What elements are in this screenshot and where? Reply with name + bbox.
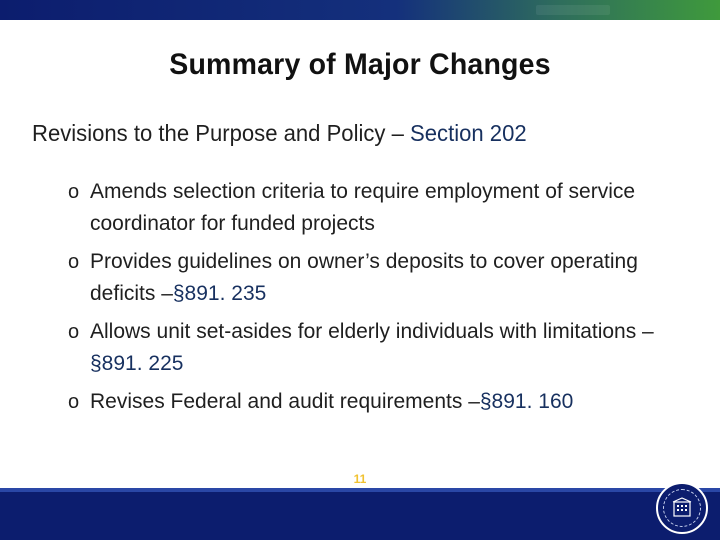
bullet-marker: o — [68, 181, 80, 203]
bullet-reference: §891. 235 — [172, 282, 267, 305]
bullet-marker: o — [68, 391, 80, 413]
bullet-reference: §891. 225 — [90, 352, 184, 375]
bullet-text: Allows unit set-asides for elderly individuals with limitations – — [90, 320, 654, 343]
bullet-marker: o — [68, 251, 80, 273]
slide-subtitle — [32, 120, 527, 147]
banner-tag — [536, 5, 610, 15]
slide-title: Summary of Major Changes — [169, 48, 551, 81]
bullet-marker: o — [68, 321, 80, 343]
bullet-item — [68, 176, 668, 240]
subtitle-section-ref: Section 202 — [410, 120, 527, 146]
bullet-list — [68, 176, 668, 424]
bullet-text: Provides guidelines on owner’s deposits to cover operating deficits – — [90, 250, 638, 305]
top-banner — [0, 0, 720, 20]
bullet-item — [68, 386, 668, 418]
hud-seal-icon — [656, 482, 708, 534]
building-icon — [670, 496, 694, 520]
bullet-reference: §891. 160 — [479, 390, 574, 413]
bullet-item — [68, 246, 668, 310]
bullet-text: Revises Federal and audit requirements – — [90, 390, 480, 413]
subtitle-text: Revisions to the Purpose and Policy – — [32, 120, 411, 146]
bullet-text: Amends selection criteria to require employment of service coordinator for funded projects — [90, 180, 636, 235]
bullet-item — [68, 316, 668, 380]
bottom-banner — [0, 488, 720, 540]
page-number: 11 — [353, 472, 367, 486]
